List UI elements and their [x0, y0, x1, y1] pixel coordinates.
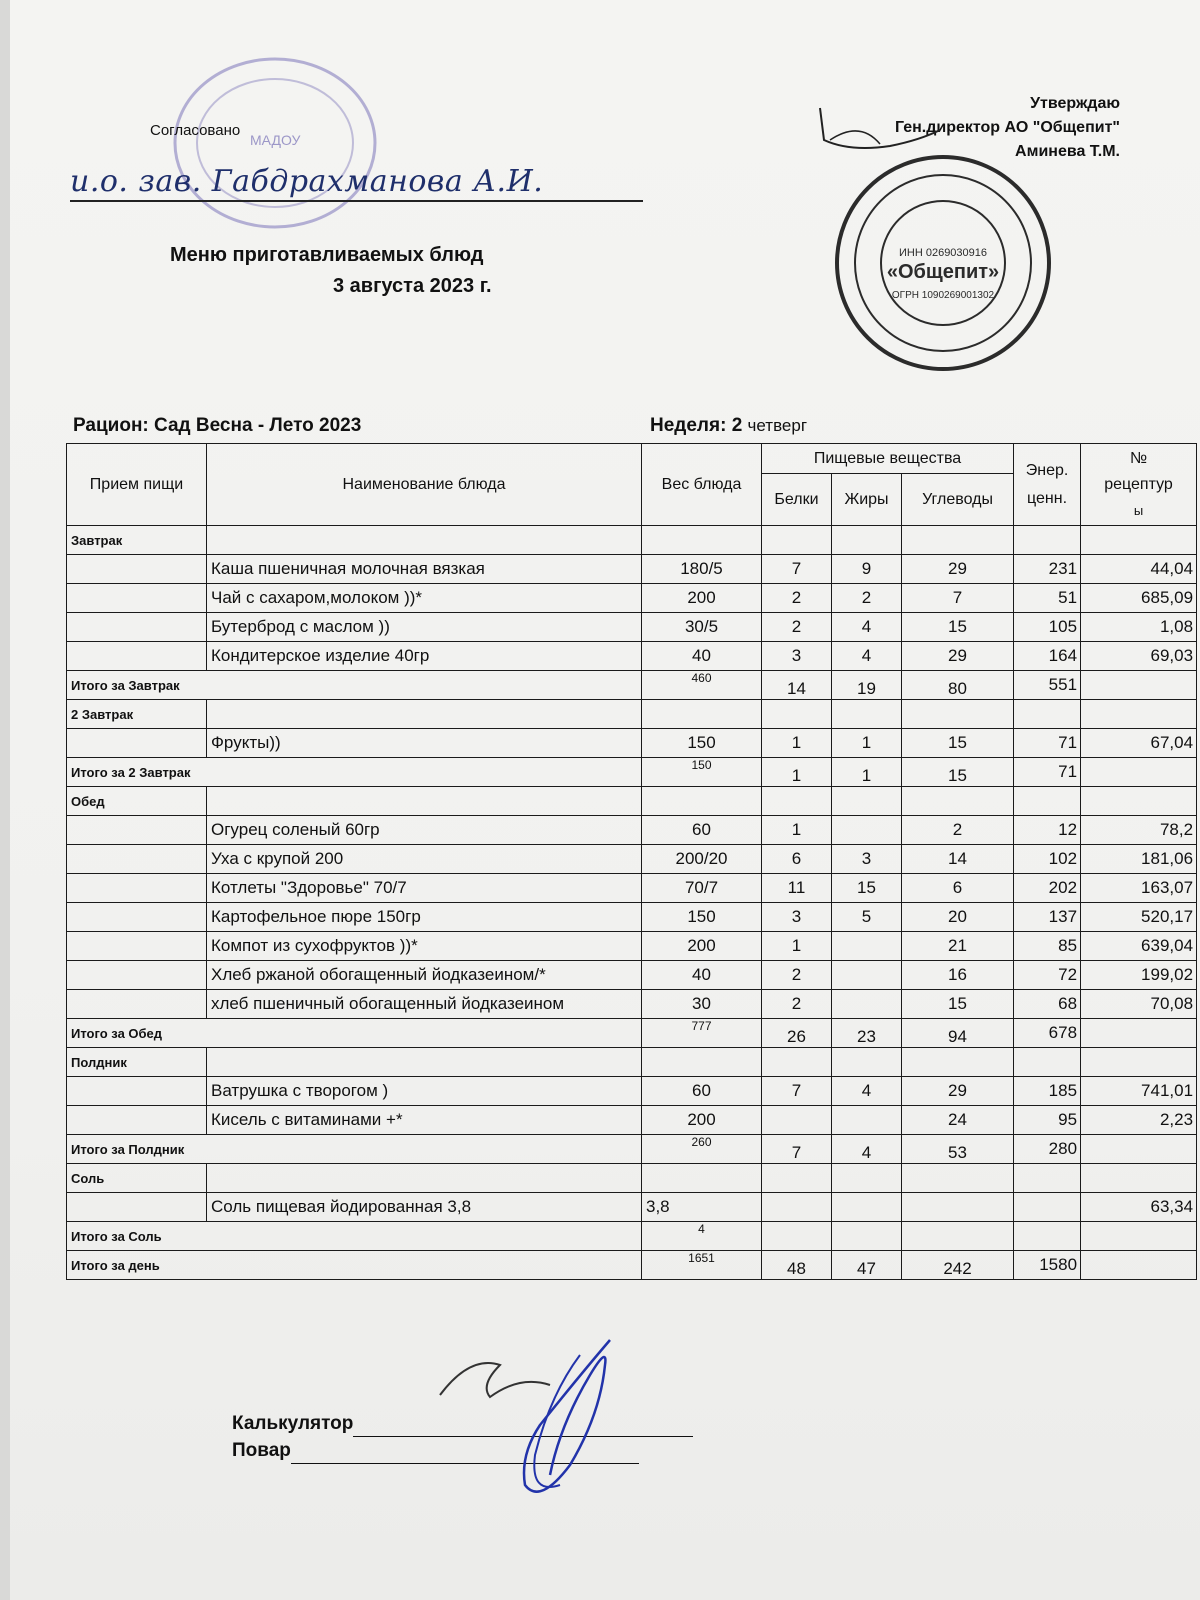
cook-label: Повар — [232, 1440, 291, 1461]
dish-name: Кисель с витаминами +* — [207, 1106, 642, 1135]
dish-name: Фрукты)) — [207, 729, 642, 758]
total-row — [67, 1222, 1197, 1251]
header-weight: Вес блюда — [642, 444, 762, 526]
dish-energy: 12 — [1014, 816, 1081, 845]
dish-protein: 2 — [762, 613, 832, 642]
table-row — [67, 903, 1197, 932]
header-meal: Прием пищи — [67, 444, 207, 526]
total-label: Итого за Завтрак — [67, 671, 642, 700]
header-carbs: Углеводы — [902, 474, 1014, 526]
section-row — [67, 787, 1197, 816]
dish-recipe: 741,01 — [1081, 1077, 1197, 1106]
table-row — [67, 613, 1197, 642]
dish-fat — [832, 1193, 902, 1222]
dish-energy: 231 — [1014, 555, 1081, 584]
week-label — [650, 415, 807, 437]
table-row — [67, 729, 1197, 758]
dish-name: Чай с сахаром,молоком ))* — [207, 584, 642, 613]
dish-energy: 95 — [1014, 1106, 1081, 1135]
dish-recipe: 1,08 — [1081, 613, 1197, 642]
total-label: Итого за 2 Завтрак — [67, 758, 642, 787]
dish-energy: 105 — [1014, 613, 1081, 642]
stamp-left-text: МАДОУ — [250, 132, 301, 148]
dish-recipe: 63,34 — [1081, 1193, 1197, 1222]
total-fat: 19 — [832, 671, 902, 700]
dish-protein: 3 — [762, 642, 832, 671]
dish-carbs: 24 — [902, 1106, 1014, 1135]
dish-name: хлеб пшеничный обогащенный йодказеином — [207, 990, 642, 1019]
dish-fat: 3 — [832, 845, 902, 874]
total-protein: 14 — [762, 671, 832, 700]
total-carbs: 80 — [902, 671, 1014, 700]
dish-fat: 9 — [832, 555, 902, 584]
dish-protein: 11 — [762, 874, 832, 903]
dish-name: Огурец соленый 60гр — [207, 816, 642, 845]
total-fat: 23 — [832, 1019, 902, 1048]
header-fat: Жиры — [832, 474, 902, 526]
dish-recipe: 2,23 — [1081, 1106, 1197, 1135]
ration-label: Рацион: Сад Весна - Лето 2023 — [73, 415, 362, 436]
dish-energy: 102 — [1014, 845, 1081, 874]
dish-fat: 1 — [832, 729, 902, 758]
total-carbs: 15 — [902, 758, 1014, 787]
total-weight: 777 — [642, 1019, 762, 1048]
dish-carbs: 29 — [902, 1077, 1014, 1106]
total-weight: 260 — [642, 1135, 762, 1164]
total-label: Итого за Обед — [67, 1019, 642, 1048]
total-energy: 71 — [1014, 758, 1081, 787]
dish-weight: 40 — [642, 642, 762, 671]
dish-weight: 40 — [642, 961, 762, 990]
dish-name: Компот из сухофруктов ))* — [207, 932, 642, 961]
header-energy-line2: ценн. — [1027, 489, 1068, 507]
table-row — [67, 845, 1197, 874]
dish-recipe: 69,03 — [1081, 642, 1197, 671]
total-fat: 1 — [832, 758, 902, 787]
total-row — [67, 1135, 1197, 1164]
table-row — [67, 642, 1197, 671]
section-title: Полдник — [67, 1048, 207, 1077]
approve-position: Ген.директор АО "Общепит" — [894, 119, 1120, 136]
total-label: Итого за Соль — [67, 1222, 642, 1251]
total-energy: 280 — [1014, 1135, 1081, 1164]
dish-fat: 4 — [832, 613, 902, 642]
dish-fat: 4 — [832, 642, 902, 671]
dish-weight: 200/20 — [642, 845, 762, 874]
total-carbs — [902, 1222, 1014, 1251]
total-row — [67, 1019, 1197, 1048]
table-row — [67, 1077, 1197, 1106]
header-recipe — [1081, 444, 1197, 526]
dish-weight: 60 — [642, 1077, 762, 1106]
dish-recipe: 78,2 — [1081, 816, 1197, 845]
approve-name: Аминева Т.М. — [1015, 143, 1120, 160]
page-title: Меню приготавливаемых блюд — [170, 244, 484, 266]
stamp-company-name: «Общепит» — [886, 261, 1000, 283]
agreed-label: Согласовано — [150, 122, 241, 139]
dish-carbs: 7 — [902, 584, 1014, 613]
dish-recipe: 70,08 — [1081, 990, 1197, 1019]
dish-name: Кондитерское изделие 40гр — [207, 642, 642, 671]
stamp-ogrn: ОГРН 1090269001302 — [891, 290, 995, 301]
dish-weight: 200 — [642, 932, 762, 961]
section-row — [67, 1164, 1197, 1193]
agreed-signature: и.о. зав. Габдрахманова А.И. — [70, 164, 643, 202]
total-energy — [1014, 1222, 1081, 1251]
dish-energy: 164 — [1014, 642, 1081, 671]
dish-carbs: 16 — [902, 961, 1014, 990]
dish-energy — [1014, 1193, 1081, 1222]
dish-protein: 7 — [762, 555, 832, 584]
total-row — [67, 758, 1197, 787]
table-row — [67, 1106, 1197, 1135]
section-row — [67, 700, 1197, 729]
section-title: Завтрак — [67, 526, 207, 555]
dish-carbs — [902, 1193, 1014, 1222]
table-row — [67, 990, 1197, 1019]
dish-fat: 15 — [832, 874, 902, 903]
dish-energy: 85 — [1014, 932, 1081, 961]
header-recipe-line3: ы — [1133, 502, 1144, 518]
calculator-label: Калькулятор — [232, 1413, 354, 1434]
dish-energy: 137 — [1014, 903, 1081, 932]
dish-name: Ватрушка с творогом ) — [207, 1077, 642, 1106]
dish-carbs: 14 — [902, 845, 1014, 874]
total-protein: 26 — [762, 1019, 832, 1048]
table-row — [67, 932, 1197, 961]
day-total-protein: 48 — [762, 1251, 832, 1280]
header-dish: Наименование блюда — [207, 444, 642, 526]
dish-energy: 185 — [1014, 1077, 1081, 1106]
dish-carbs: 6 — [902, 874, 1014, 903]
dish-weight: 70/7 — [642, 874, 762, 903]
dish-protein: 2 — [762, 990, 832, 1019]
dish-energy: 71 — [1014, 729, 1081, 758]
dish-carbs: 20 — [902, 903, 1014, 932]
dish-carbs: 15 — [902, 613, 1014, 642]
dish-protein: 3 — [762, 903, 832, 932]
dish-recipe: 639,04 — [1081, 932, 1197, 961]
table-row — [67, 555, 1197, 584]
dish-weight: 150 — [642, 903, 762, 932]
dish-energy: 68 — [1014, 990, 1081, 1019]
header-recipe-line1: № — [1129, 449, 1148, 467]
dish-weight: 200 — [642, 584, 762, 613]
approval-stamp-left — [170, 55, 390, 235]
dish-weight: 200 — [642, 1106, 762, 1135]
table-row — [67, 584, 1197, 613]
dish-name: Бутерброд с маслом )) — [207, 613, 642, 642]
dish-recipe: 181,06 — [1081, 845, 1197, 874]
dish-energy: 202 — [1014, 874, 1081, 903]
total-carbs: 94 — [902, 1019, 1014, 1048]
day-total-weight: 1651 — [642, 1251, 762, 1280]
day-total-fat: 47 — [832, 1251, 902, 1280]
dish-fat — [832, 1106, 902, 1135]
total-weight: 460 — [642, 671, 762, 700]
dish-name: Котлеты "Здоровье" 70/7 — [207, 874, 642, 903]
dish-protein: 1 — [762, 729, 832, 758]
dish-weight: 30 — [642, 990, 762, 1019]
dish-name: Уха с крупой 200 — [207, 845, 642, 874]
dish-recipe: 67,04 — [1081, 729, 1197, 758]
dish-carbs: 29 — [902, 642, 1014, 671]
dish-carbs: 2 — [902, 816, 1014, 845]
header-recipe-line2: рецептур — [1104, 475, 1173, 493]
dish-carbs: 29 — [902, 555, 1014, 584]
section-title: Соль — [67, 1164, 207, 1193]
header-energy — [1014, 444, 1081, 526]
dish-protein: 7 — [762, 1077, 832, 1106]
dish-weight: 180/5 — [642, 555, 762, 584]
section-row — [67, 1048, 1197, 1077]
dish-fat — [832, 961, 902, 990]
total-protein: 7 — [762, 1135, 832, 1164]
dish-protein — [762, 1106, 832, 1135]
total-label: Итого за Полдник — [67, 1135, 642, 1164]
header-energy-line1: Энер. — [1025, 461, 1069, 479]
section-title: Обед — [67, 787, 207, 816]
dish-protein: 1 — [762, 816, 832, 845]
week-caption: Неделя: — [650, 415, 727, 436]
dish-fat: 4 — [832, 1077, 902, 1106]
day-total-carbs: 242 — [902, 1251, 1014, 1280]
menu-table — [66, 443, 1197, 1280]
day-total-row — [67, 1251, 1197, 1280]
dish-energy: 72 — [1014, 961, 1081, 990]
dish-fat — [832, 816, 902, 845]
total-protein — [762, 1222, 832, 1251]
dish-name: Соль пищевая йодированная 3,8 — [207, 1193, 642, 1222]
dish-name: Каша пшеничная молочная вязкая — [207, 555, 642, 584]
section-row — [67, 526, 1197, 555]
total-energy: 678 — [1014, 1019, 1081, 1048]
dish-fat — [832, 932, 902, 961]
page-date: 3 августа 2023 г. — [333, 275, 492, 297]
dish-protein: 1 — [762, 932, 832, 961]
cook-signature — [430, 1335, 650, 1515]
table-row — [67, 874, 1197, 903]
week-day: четверг — [747, 416, 808, 435]
dish-protein: 2 — [762, 584, 832, 613]
dish-protein: 2 — [762, 961, 832, 990]
dish-carbs: 15 — [902, 729, 1014, 758]
dish-weight: 3,8 — [642, 1193, 762, 1222]
day-total-label: Итого за день — [67, 1251, 642, 1280]
total-energy: 551 — [1014, 671, 1081, 700]
dish-recipe: 163,07 — [1081, 874, 1197, 903]
total-weight: 150 — [642, 758, 762, 787]
dish-recipe: 685,09 — [1081, 584, 1197, 613]
header-protein: Белки — [762, 474, 832, 526]
dish-fat: 5 — [832, 903, 902, 932]
dish-recipe: 199,02 — [1081, 961, 1197, 990]
dish-protein: 6 — [762, 845, 832, 874]
approve-title: Утверждаю — [1030, 95, 1120, 112]
table-row — [67, 1193, 1197, 1222]
week-number: 2 — [731, 415, 743, 436]
total-weight: 4 — [642, 1222, 762, 1251]
total-fat: 4 — [832, 1135, 902, 1164]
dish-protein — [762, 1193, 832, 1222]
total-protein: 1 — [762, 758, 832, 787]
dish-name: Хлеб ржаной обогащенный йодказеином/* — [207, 961, 642, 990]
stamp-inn: ИНН 0269030916 — [898, 247, 988, 259]
total-fat — [832, 1222, 902, 1251]
dish-weight: 60 — [642, 816, 762, 845]
dish-recipe: 520,17 — [1081, 903, 1197, 932]
dish-recipe: 44,04 — [1081, 555, 1197, 584]
dish-weight: 150 — [642, 729, 762, 758]
dish-weight: 30/5 — [642, 613, 762, 642]
section-title: 2 Завтрак — [67, 700, 207, 729]
company-stamp — [828, 148, 1058, 378]
total-row — [67, 671, 1197, 700]
dish-name: Картофельное пюре 150гр — [207, 903, 642, 932]
dish-carbs: 21 — [902, 932, 1014, 961]
dish-fat: 2 — [832, 584, 902, 613]
total-carbs: 53 — [902, 1135, 1014, 1164]
dish-carbs: 15 — [902, 990, 1014, 1019]
header-nutrients: Пищевые вещества — [762, 444, 1014, 474]
day-total-energy: 1580 — [1014, 1251, 1081, 1280]
table-row — [67, 816, 1197, 845]
document-page — [10, 0, 1200, 1600]
dish-fat — [832, 990, 902, 1019]
table-row — [67, 961, 1197, 990]
dish-energy: 51 — [1014, 584, 1081, 613]
